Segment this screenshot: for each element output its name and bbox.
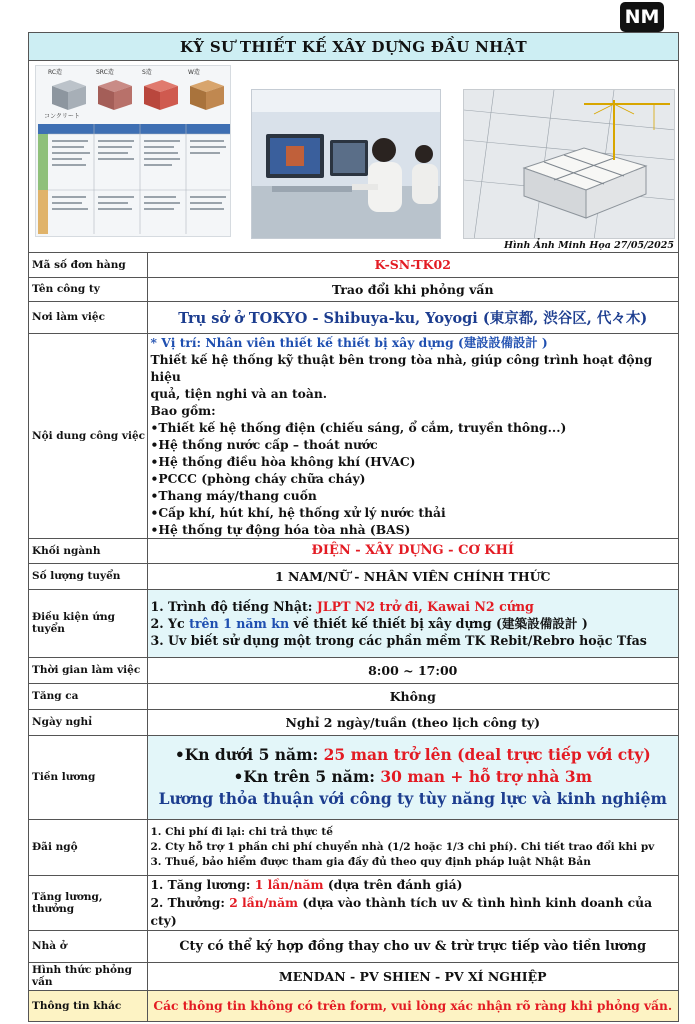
raise-line-1: 1. Tăng lương: 1 lần/năm (dựa trên đánh giá) (150, 876, 463, 892)
row-quantity (29, 563, 678, 589)
value-other: Các thông tin không có trên form, vui lòng xác nhận rõ ràng khi phỏng vấn. (147, 990, 678, 1021)
illustration-strip (29, 61, 678, 253)
bonus-frequency: 2 lần/năm (229, 894, 299, 910)
value-interview: MENDAN - PV SHIEN - PV XÍ NGHIỆP (147, 962, 678, 990)
row-company (29, 277, 678, 301)
row-raise (29, 875, 678, 930)
office-scene (252, 90, 441, 239)
blueprint-scene (464, 90, 675, 239)
label-overtime: Tăng ca (29, 683, 147, 709)
diagram-label-w: W造 (188, 69, 200, 76)
label-quantity: Số lượng tuyển (29, 563, 147, 589)
label-benefits: Đãi ngộ (29, 819, 147, 875)
row-workplace (29, 301, 678, 333)
job-line: Bao gồm: (150, 402, 216, 418)
label-interview: Hình thức phỏng vấn (29, 962, 147, 990)
label-order-code: Mã số đơn hàng (29, 253, 147, 277)
row-housing (29, 930, 678, 962)
job-details-table (29, 253, 678, 1021)
label-salary: Tiền lương (29, 735, 147, 819)
job-line: •Hệ thống điều hòa không khí (HVAC) (150, 453, 416, 469)
diagram-label-rc: RC造 (48, 69, 63, 76)
label-workplace: Nơi làm việc (29, 301, 147, 333)
job-line: •Hệ thống tự động hóa tòa nhà (BAS) (150, 521, 411, 537)
value-housing: Cty có thể ký hợp đồng thay cho uv & trừ trực tiếp vào tiền lương (147, 930, 678, 962)
structure-diagram (36, 66, 232, 238)
job-line: •Thiết kế hệ thống điện (chiếu sáng, ổ cắm, truyền thông...) (150, 419, 567, 435)
value-field: ĐIỆN - XÂY DỰNG - CƠ KHÍ (147, 538, 678, 563)
row-requirements (29, 589, 678, 657)
label-requirements: Điều kiện ứng tuyển (29, 589, 147, 657)
requirement-line-3: 3. Uv biết sử dụng một trong các phần mềm TK Rebit/Rebro hoặc Tfas (150, 632, 647, 648)
salary-line-1: •Kn dưới 5 năm: 25 man trở lên (deal trực tiếp với cty) (174, 745, 651, 764)
row-hours (29, 657, 678, 683)
value-hours: 8:00 ~ 17:00 (147, 657, 678, 683)
job-sheet (28, 32, 679, 1022)
row-holidays (29, 709, 678, 735)
requirement-experience: trên 1 năm kn (189, 615, 290, 631)
job-line: •PCCC (phòng cháy chữa cháy) (150, 470, 366, 486)
benefit-line: 1. Chi phí đi lại: chi trả thực tế (150, 825, 333, 838)
salary-line-2: •Kn trên 5 năm: 30 man + hỗ trợ nhà 3m (233, 767, 593, 786)
raise-frequency: 1 lần/năm (254, 876, 324, 892)
value-order-code: K-SN-TK02 (147, 253, 678, 277)
page-title: KỸ SƯ THIẾT KẾ XÂY DỰNG ĐẦU NHẬT (29, 33, 678, 61)
value-benefits (147, 819, 678, 875)
diagram-label-src: SRC造 (96, 69, 114, 76)
salary-over-5: 30 man + hỗ trợ nhà 3m (380, 767, 593, 786)
value-quantity: 1 NAM/NỮ - NHÂN VIÊN CHÍNH THỨC (147, 563, 678, 589)
benefit-line: 3. Thuế, bảo hiểm được tham gia đầy đủ theo quy định pháp luật Nhật Bản (150, 855, 591, 868)
row-interview (29, 962, 678, 990)
label-company: Tên công ty (29, 277, 147, 301)
job-line: quả, tiện nghi và an toàn. (150, 385, 328, 401)
label-holidays: Ngày nghỉ (29, 709, 147, 735)
value-holidays: Nghỉ 2 ngày/tuần (theo lịch công ty) (147, 709, 678, 735)
job-position: * Vị trí: Nhân viên thiết kế thiết bị xây dựng (建設設備設計 ) (150, 334, 548, 350)
value-overtime: Không (147, 683, 678, 709)
value-job-content (147, 333, 678, 538)
value-company: Trao đổi khi phỏng vấn (147, 277, 678, 301)
value-raise (147, 875, 678, 930)
image-caption: Hình Ảnh Minh Họa 27/05/2025 (503, 240, 674, 251)
row-order-code (29, 253, 678, 277)
benefit-line: 2. Cty hỗ trợ 1 phần chi phí chuyển nhà (1/2 hoặc 1/3 chi phí). Chi tiết trao đổi khi pv (150, 840, 655, 853)
job-line: Thiết kế hệ thống kỹ thuật bên trong tòa nhà, giúp công trình hoạt động hiệu (150, 351, 653, 384)
diagram-caption: コンクリート (44, 113, 80, 120)
label-raise: Tăng lương, thưởng (29, 875, 147, 930)
job-line: •Thang máy/thang cuốn (150, 487, 317, 503)
row-job-content (29, 333, 678, 538)
label-field: Khối ngành (29, 538, 147, 563)
value-workplace: Trụ sở ở TOKYO - Shibuya-ku, Yoyogi (東京都, 渋谷区, 代々木) (147, 301, 678, 333)
label-hours: Thời gian làm việc (29, 657, 147, 683)
row-salary (29, 735, 678, 819)
office-photo (251, 89, 441, 239)
requirement-jlpt: JLPT N2 trở đi, Kawai N2 cứng (316, 598, 534, 614)
nm-logo: NM (620, 2, 664, 32)
diagram-label-s: S造 (142, 69, 152, 76)
structure-diagram-image (35, 65, 231, 237)
row-other (29, 990, 678, 1021)
salary-under-5: 25 man trở lên (deal trực tiếp với cty) (323, 745, 651, 764)
salary-line-3: Lương thỏa thuận với công ty tùy năng lực và kinh nghiệm (158, 789, 667, 808)
job-line: •Cấp khí, hút khí, hệ thống xử lý nước thải (150, 504, 446, 520)
value-salary (147, 735, 678, 819)
requirement-line-2: 2. Yc trên 1 năm kn về thiết kế thiết bị xây dựng (建築設備設計 ) (150, 615, 588, 631)
job-line: •Hệ thống nước cấp – thoát nước (150, 436, 378, 452)
raise-line-2: 2. Thưởng: 2 lần/năm (dựa vào thành tích uv & tình hình kinh doanh của cty) (150, 894, 653, 928)
label-housing: Nhà ở (29, 930, 147, 962)
building-blueprint-photo (463, 89, 675, 239)
row-overtime (29, 683, 678, 709)
row-benefits (29, 819, 678, 875)
value-requirements (147, 589, 678, 657)
label-other: Thông tin khác (29, 990, 147, 1021)
requirement-line-1: 1. Trình độ tiếng Nhật: JLPT N2 trở đi, Kawai N2 cứng (150, 598, 534, 614)
label-job-content: Nội dung công việc (29, 333, 147, 538)
row-field (29, 538, 678, 563)
